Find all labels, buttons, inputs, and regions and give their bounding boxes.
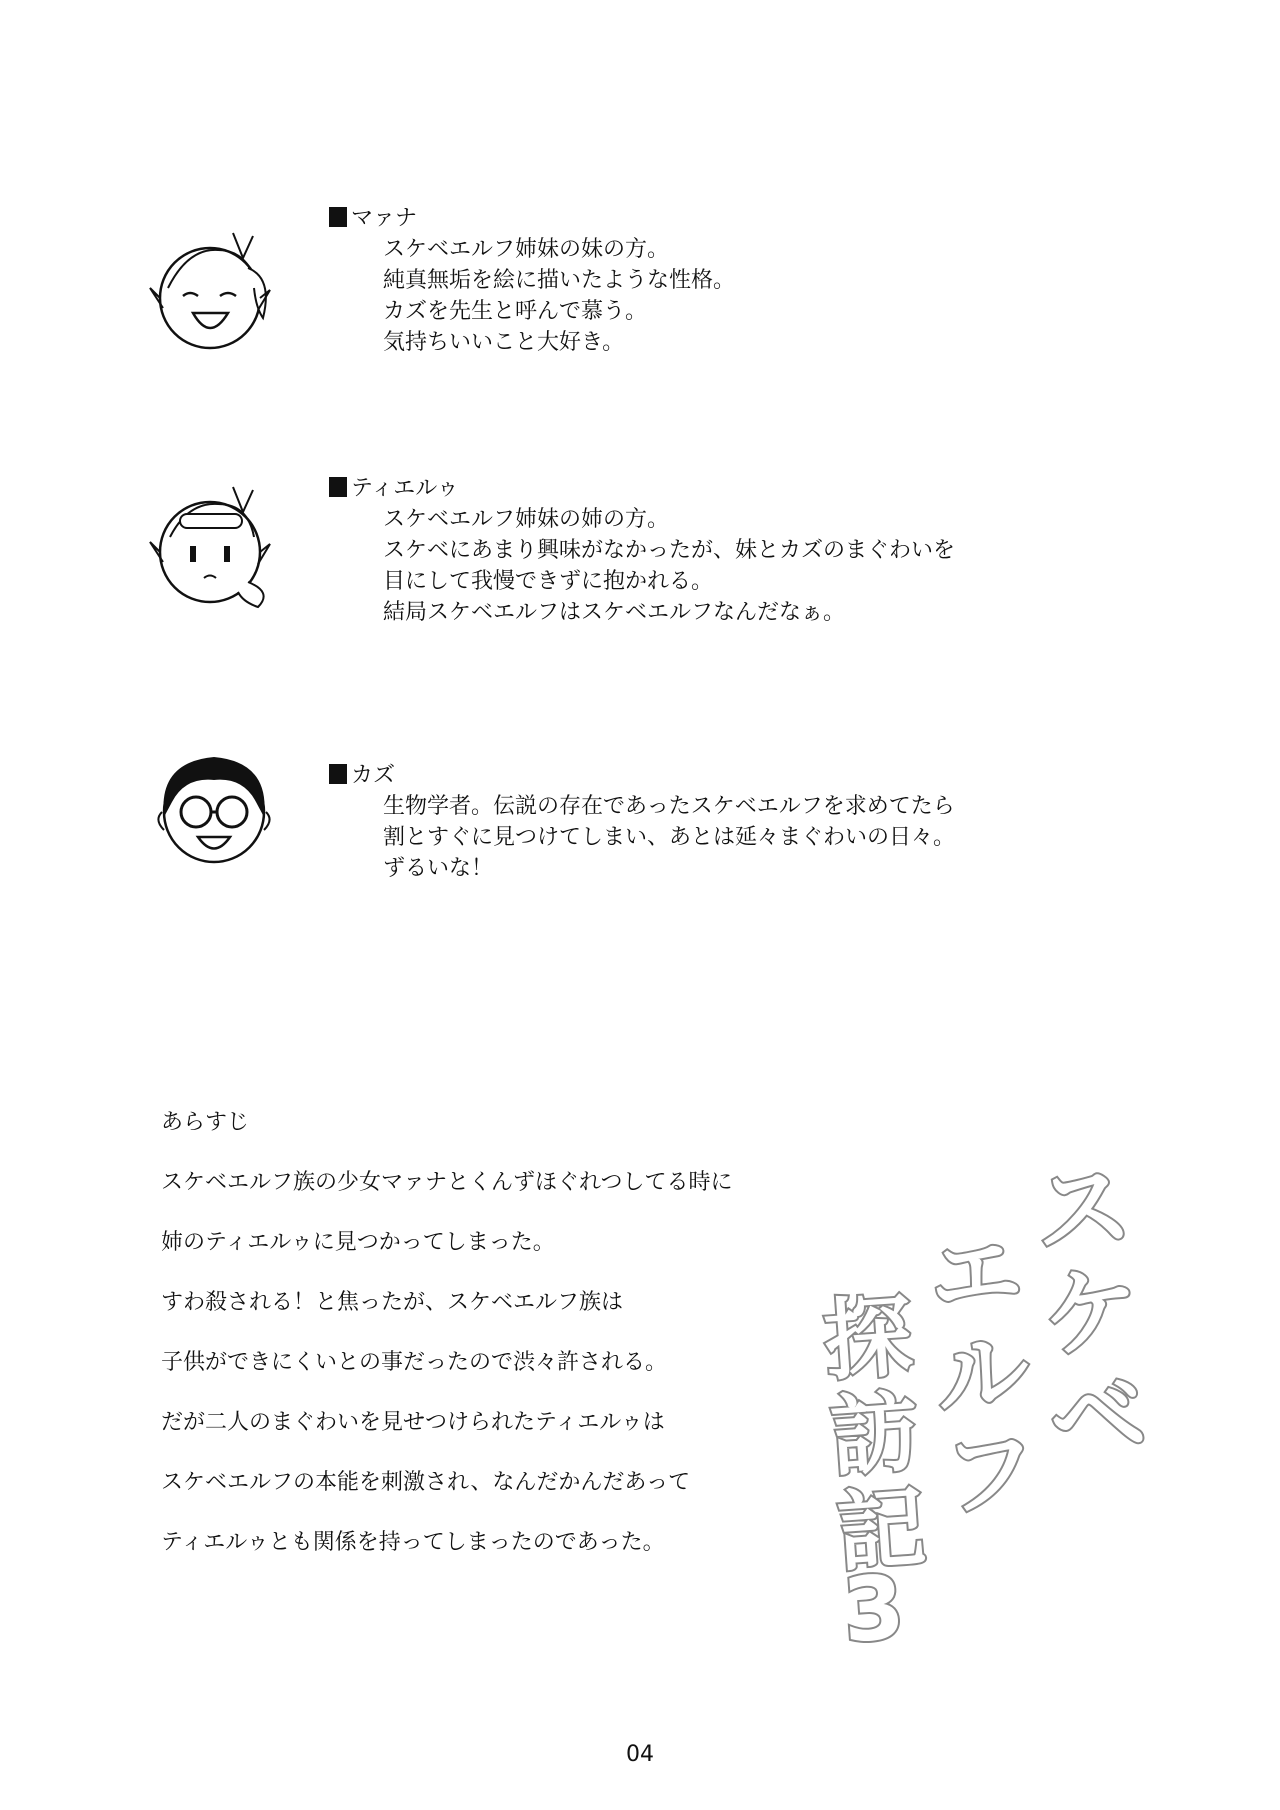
profile-line: ずるいな！ (383, 856, 494, 881)
title-logo-char: 3 (839, 1555, 908, 1663)
title-logo-char: 記 (833, 1475, 929, 1585)
title-logo-char: ス (1031, 1150, 1136, 1269)
profile-line: スケベエルフ姉妹の姉の方。 (383, 507, 670, 532)
synopsis-line: 姉のティエルゥに見つかってしまった。 (161, 1230, 555, 1255)
profile-kazu (329, 760, 955, 884)
synopsis-line: スケベエルフ族の少女マァナとくんずほぐれつしてる時に (161, 1170, 733, 1195)
title-logo-char: ケ (1038, 1254, 1143, 1373)
character-name: マァナ (351, 206, 418, 231)
profile-line: 気持ちいいこと大好き。 (383, 330, 625, 355)
tieru-face-icon (148, 482, 280, 614)
profile-line: スケベにあまり興味がなかったが、妹とカズのまぐわいを (383, 538, 956, 563)
profile-line: 純真無垢を絵に描いたような性格。 (383, 268, 736, 293)
profile-line: スケベエルフ姉妹の妹の方。 (383, 237, 670, 262)
character-name: ティエルゥ (351, 476, 459, 501)
synopsis-line: スケベエルフの本能を刺激され、なんだかんだあって (161, 1470, 691, 1495)
profile-line: 生物学者。伝説の存在であったスケベエルフを求めてたら (383, 794, 955, 819)
title-logo (801, 1128, 1199, 1712)
synopsis-line: だが二人のまぐわいを見せつけられたティエルゥは (161, 1410, 665, 1435)
title-logo-char: ル (933, 1318, 1033, 1432)
synopsis-heading: あらすじ (161, 1110, 250, 1135)
kazu-face-icon (148, 742, 280, 874)
maana-face-icon (148, 228, 280, 360)
profile-line: 割とすぐに見つけてしまい、あとは延々まぐわいの日々。 (383, 825, 956, 850)
synopsis (161, 1108, 733, 1588)
bullet-square-icon (329, 764, 347, 784)
page-number: 04 (626, 1742, 654, 1767)
character-name: カズ (351, 763, 396, 788)
synopsis-line: 子供ができにくいとの事だったので渋々許される。 (161, 1350, 668, 1375)
title-logo-char: フ (940, 1417, 1040, 1531)
profile-line: 目にして我慢できずに抱かれる。 (383, 569, 714, 594)
title-logo-char: ベ (1046, 1357, 1150, 1477)
title-logo-char: 探 (820, 1284, 916, 1393)
synopsis-line: すわ殺される！と焦ったが、スケベエルフ族は (161, 1290, 624, 1315)
synopsis-line: ティエルゥとも関係を持ってしまったのであった。 (161, 1530, 665, 1555)
bullet-square-icon (329, 477, 347, 497)
profile-line: カズを先生と呼んで慕う。 (383, 299, 648, 324)
title-logo-char: 訪 (827, 1379, 923, 1489)
profile-maana (329, 203, 735, 358)
bullet-square-icon (329, 207, 347, 227)
title-logo-char: エ (926, 1218, 1026, 1332)
profile-tieru (329, 473, 955, 628)
profile-line: 結局スケベエルフはスケベエルフなんだなぁ。 (383, 600, 846, 625)
